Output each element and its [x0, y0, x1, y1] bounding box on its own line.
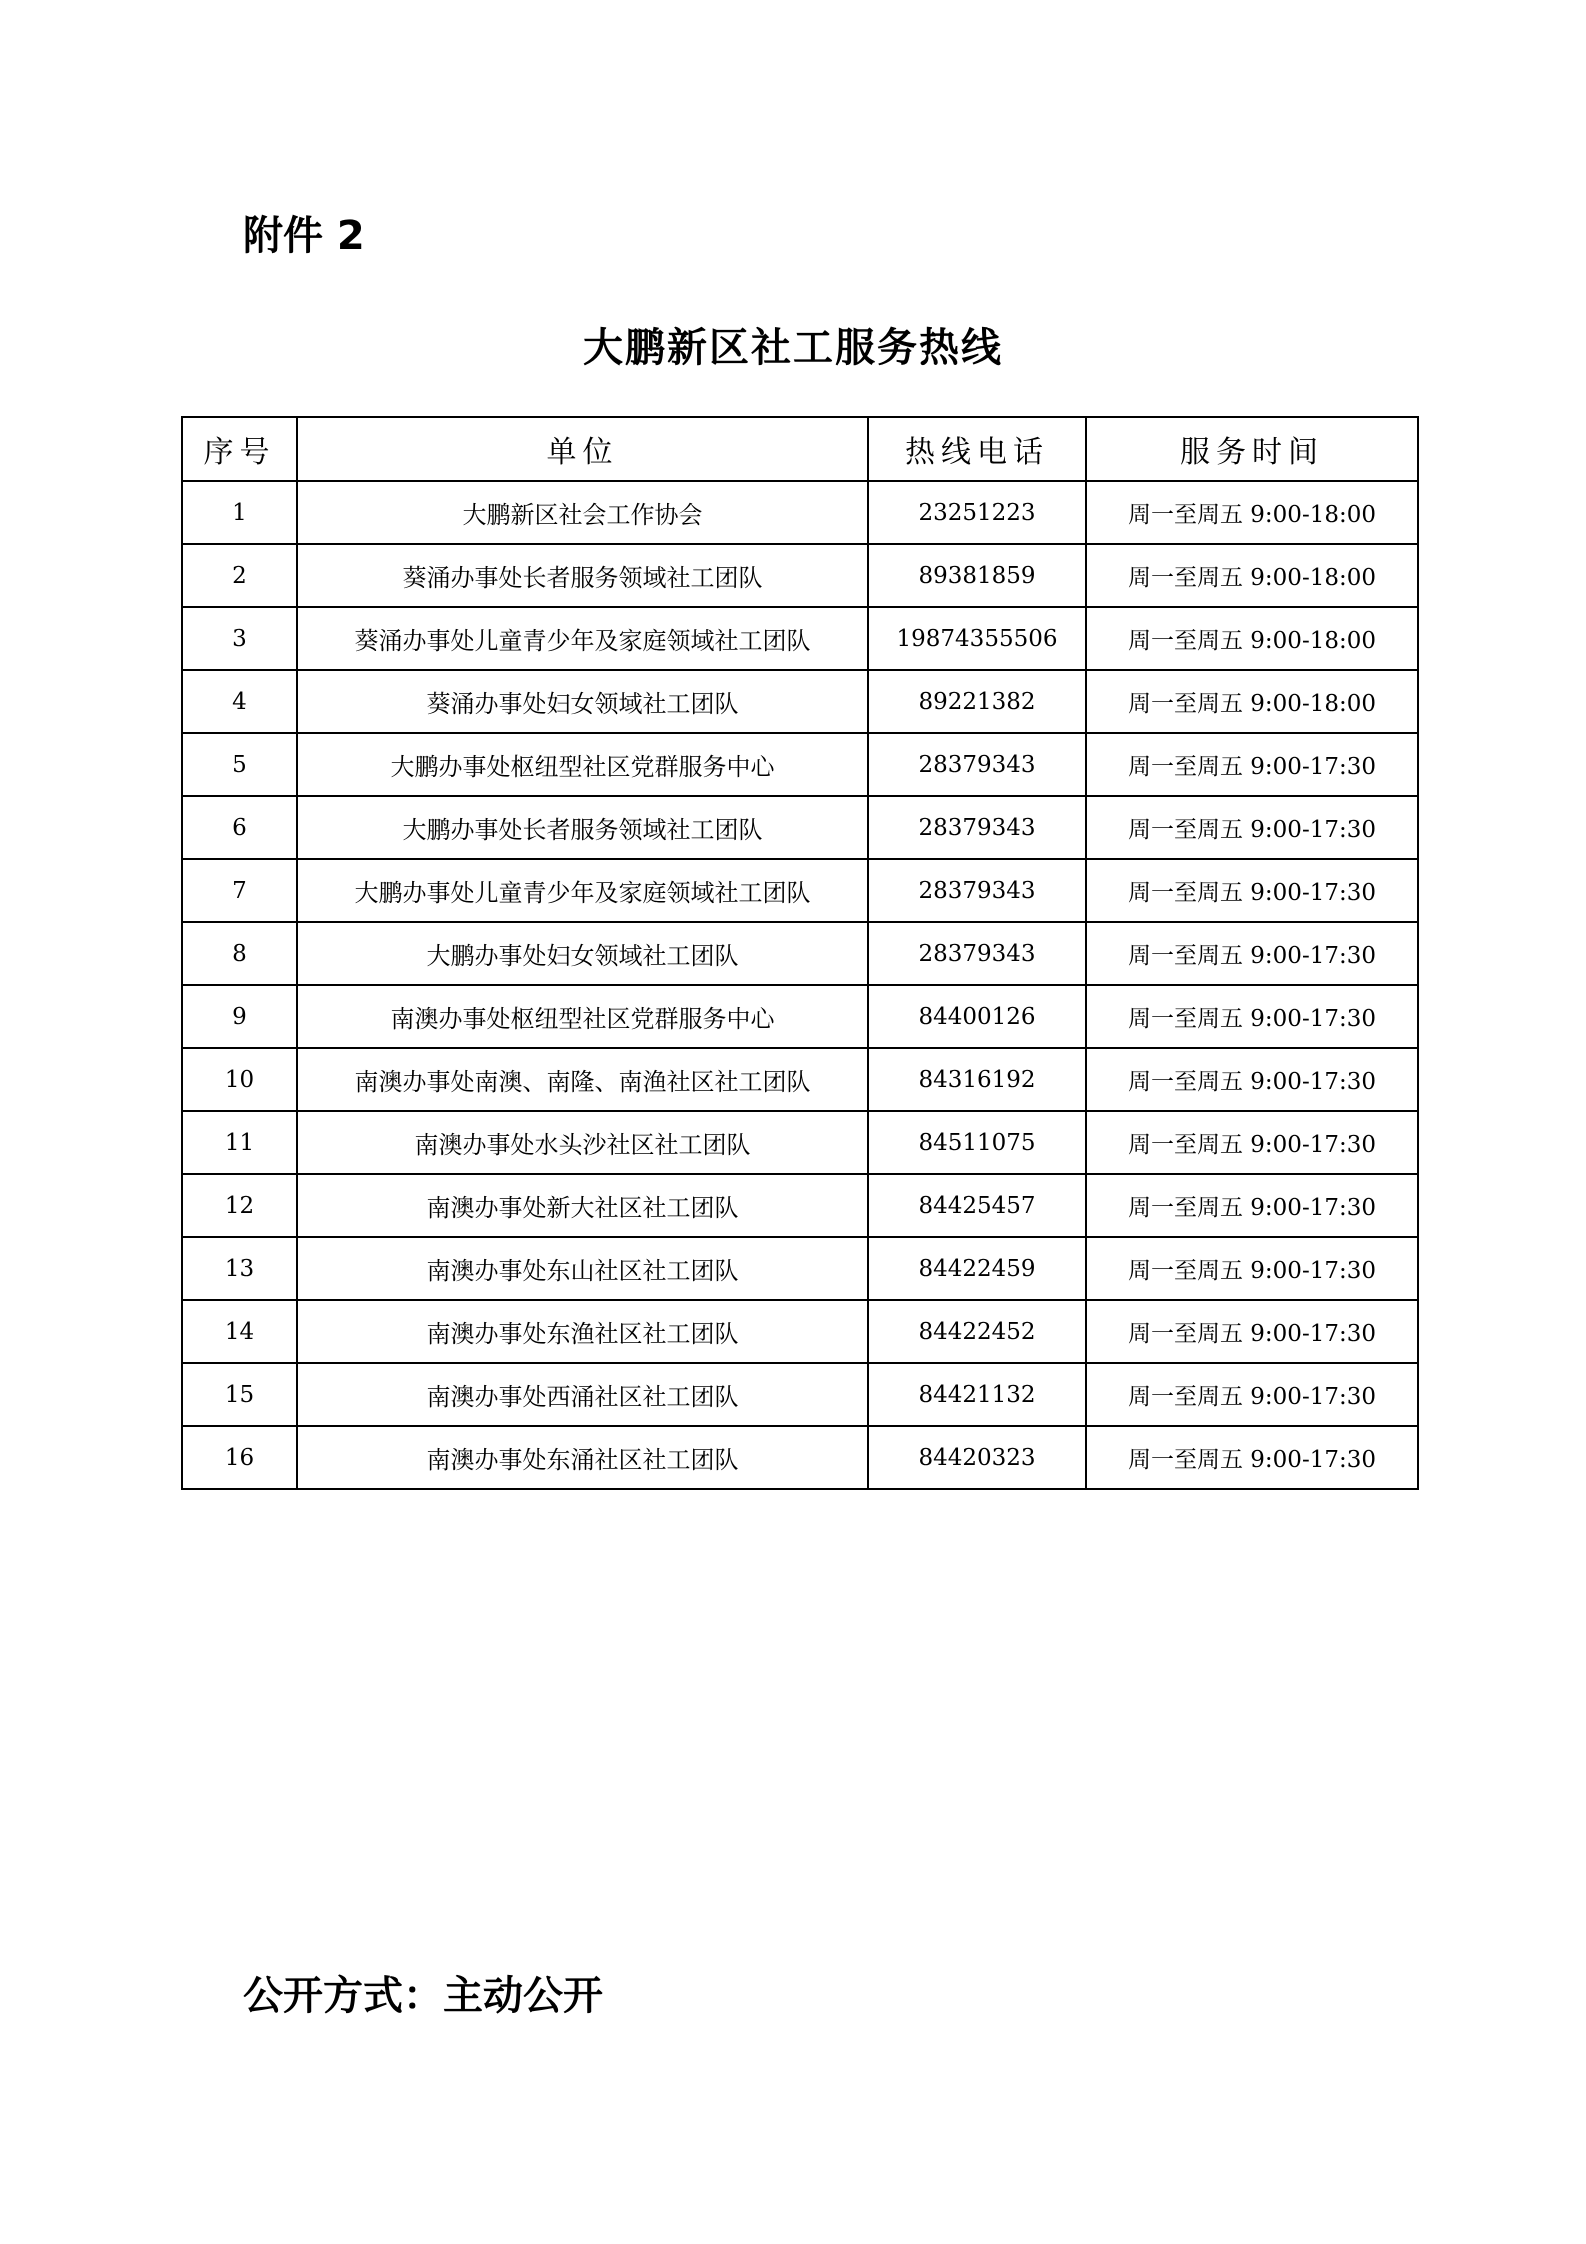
row-unit: 南澳办事处东涌社区社工团队	[297, 1426, 868, 1489]
row-service-time: 周一至周五 9:00-17:30	[1086, 733, 1418, 796]
table-row	[182, 1174, 1418, 1237]
row-service-time: 周一至周五 9:00-17:30	[1086, 1174, 1418, 1237]
table-header-row	[182, 417, 1418, 481]
row-hotline: 89381859	[868, 544, 1086, 607]
header-hotline: 热线电话	[868, 417, 1086, 481]
attachment-label: 附件 2	[243, 213, 365, 259]
row-service-time: 周一至周五 9:00-18:00	[1086, 481, 1418, 544]
table-row	[182, 1426, 1418, 1489]
row-hotline: 84422452	[868, 1300, 1086, 1363]
row-service-time: 周一至周五 9:00-17:30	[1086, 922, 1418, 985]
row-serial-number: 16	[182, 1426, 297, 1489]
disclosure-method: 公开方式：主动公开	[243, 1973, 603, 2019]
row-hotline: 84400126	[868, 985, 1086, 1048]
table-row	[182, 1111, 1418, 1174]
row-service-time: 周一至周五 9:00-18:00	[1086, 607, 1418, 670]
row-serial-number: 2	[182, 544, 297, 607]
row-serial-number: 13	[182, 1237, 297, 1300]
row-hotline: 84422459	[868, 1237, 1086, 1300]
row-hotline: 84425457	[868, 1174, 1086, 1237]
row-serial-number: 6	[182, 796, 297, 859]
row-hotline: 28379343	[868, 733, 1086, 796]
table-row	[182, 1048, 1418, 1111]
row-unit: 南澳办事处新大社区社工团队	[297, 1174, 868, 1237]
row-serial-number: 5	[182, 733, 297, 796]
header-unit: 单位	[297, 417, 868, 481]
row-service-time: 周一至周五 9:00-17:30	[1086, 859, 1418, 922]
row-unit: 南澳办事处东渔社区社工团队	[297, 1300, 868, 1363]
row-service-time: 周一至周五 9:00-17:30	[1086, 1300, 1418, 1363]
table-row	[182, 607, 1418, 670]
row-service-time: 周一至周五 9:00-17:30	[1086, 1111, 1418, 1174]
row-service-time: 周一至周五 9:00-17:30	[1086, 985, 1418, 1048]
row-hotline: 19874355506	[868, 607, 1086, 670]
row-hotline: 84316192	[868, 1048, 1086, 1111]
row-unit: 大鹏办事处儿童青少年及家庭领域社工团队	[297, 859, 868, 922]
table-row	[182, 733, 1418, 796]
row-serial-number: 15	[182, 1363, 297, 1426]
row-hotline: 84420323	[868, 1426, 1086, 1489]
table-row	[182, 859, 1418, 922]
row-unit: 南澳办事处枢纽型社区党群服务中心	[297, 985, 868, 1048]
page-title: 大鹏新区社工服务热线	[583, 325, 1003, 371]
table-row	[182, 796, 1418, 859]
row-unit: 葵涌办事处长者服务领域社工团队	[297, 544, 868, 607]
row-unit: 葵涌办事处妇女领域社工团队	[297, 670, 868, 733]
row-hotline: 23251223	[868, 481, 1086, 544]
row-service-time: 周一至周五 9:00-17:30	[1086, 1048, 1418, 1111]
row-unit: 大鹏办事处枢纽型社区党群服务中心	[297, 733, 868, 796]
row-service-time: 周一至周五 9:00-17:30	[1086, 796, 1418, 859]
row-hotline: 28379343	[868, 859, 1086, 922]
row-service-time: 周一至周五 9:00-17:30	[1086, 1363, 1418, 1426]
table-row	[182, 670, 1418, 733]
table-row	[182, 1300, 1418, 1363]
row-unit: 南澳办事处南澳、南隆、南渔社区社工团队	[297, 1048, 868, 1111]
header-service-time: 服务时间	[1086, 417, 1418, 481]
row-unit: 大鹏办事处妇女领域社工团队	[297, 922, 868, 985]
row-unit: 南澳办事处西涌社区社工团队	[297, 1363, 868, 1426]
row-serial-number: 4	[182, 670, 297, 733]
row-serial-number: 7	[182, 859, 297, 922]
row-unit: 南澳办事处水头沙社区社工团队	[297, 1111, 868, 1174]
header-serial-number: 序号	[182, 417, 297, 481]
row-hotline: 28379343	[868, 796, 1086, 859]
hotline-table	[181, 416, 1419, 1490]
row-service-time: 周一至周五 9:00-18:00	[1086, 544, 1418, 607]
row-service-time: 周一至周五 9:00-18:00	[1086, 670, 1418, 733]
row-hotline: 84511075	[868, 1111, 1086, 1174]
table-row	[182, 1237, 1418, 1300]
row-unit: 南澳办事处东山社区社工团队	[297, 1237, 868, 1300]
table-row	[182, 544, 1418, 607]
row-serial-number: 14	[182, 1300, 297, 1363]
table-row	[182, 985, 1418, 1048]
row-serial-number: 12	[182, 1174, 297, 1237]
row-serial-number: 11	[182, 1111, 297, 1174]
row-hotline: 28379343	[868, 922, 1086, 985]
row-unit: 大鹏新区社会工作协会	[297, 481, 868, 544]
row-hotline: 89221382	[868, 670, 1086, 733]
row-serial-number: 3	[182, 607, 297, 670]
row-serial-number: 10	[182, 1048, 297, 1111]
row-hotline: 84421132	[868, 1363, 1086, 1426]
table-row	[182, 1363, 1418, 1426]
table-row	[182, 481, 1418, 544]
row-unit: 葵涌办事处儿童青少年及家庭领域社工团队	[297, 607, 868, 670]
table-body	[182, 481, 1418, 1489]
row-serial-number: 1	[182, 481, 297, 544]
table-row	[182, 922, 1418, 985]
row-serial-number: 8	[182, 922, 297, 985]
row-serial-number: 9	[182, 985, 297, 1048]
row-service-time: 周一至周五 9:00-17:30	[1086, 1426, 1418, 1489]
row-unit: 大鹏办事处长者服务领域社工团队	[297, 796, 868, 859]
row-service-time: 周一至周五 9:00-17:30	[1086, 1237, 1418, 1300]
